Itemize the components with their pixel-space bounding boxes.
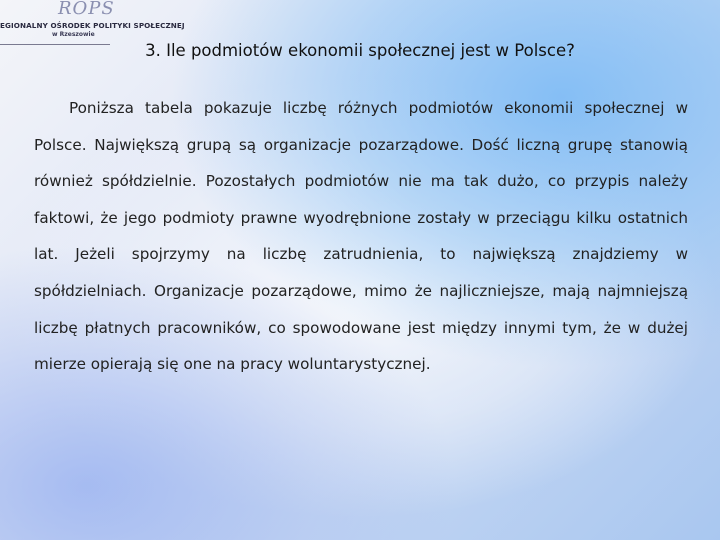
logo-location: w Rzeszowie	[52, 31, 95, 38]
slide-title: 3. Ile podmiotów ekonomii społecznej jest w Polsce?	[145, 41, 575, 60]
logo-organization-name: EGIONALNY OŚRODEK POLITYKI SPOŁECZNEJ	[0, 21, 185, 30]
logo-mark: ROPS	[58, 0, 115, 19]
body-paragraph: Poniższa tabela pokazuje liczbę różnych podmiotów ekonomii społecznej w Polsce. Największą grupą są organizacje pozarządowe. Dość liczną grupę stanowią również spółdzielnie. Pozostałych podmiotów nie ma tak dużo, co przypis należy faktowi, że jego podmioty prawne wyodrębnione zostały w przeciągu kilku ostatnich lat. Jeżeli spojrzymy na liczbę zatrudnienia, to największą znajdziemy w spółdzielniach. Organizacje pozarządowe, mimo że najliczniejsze, mają najmniejszą liczbę płatnych pracowników, co spowodowane jest między innymi tym, że w dużej mierze opierają się one na pracy woluntarystycznej.	[34, 99, 688, 374]
